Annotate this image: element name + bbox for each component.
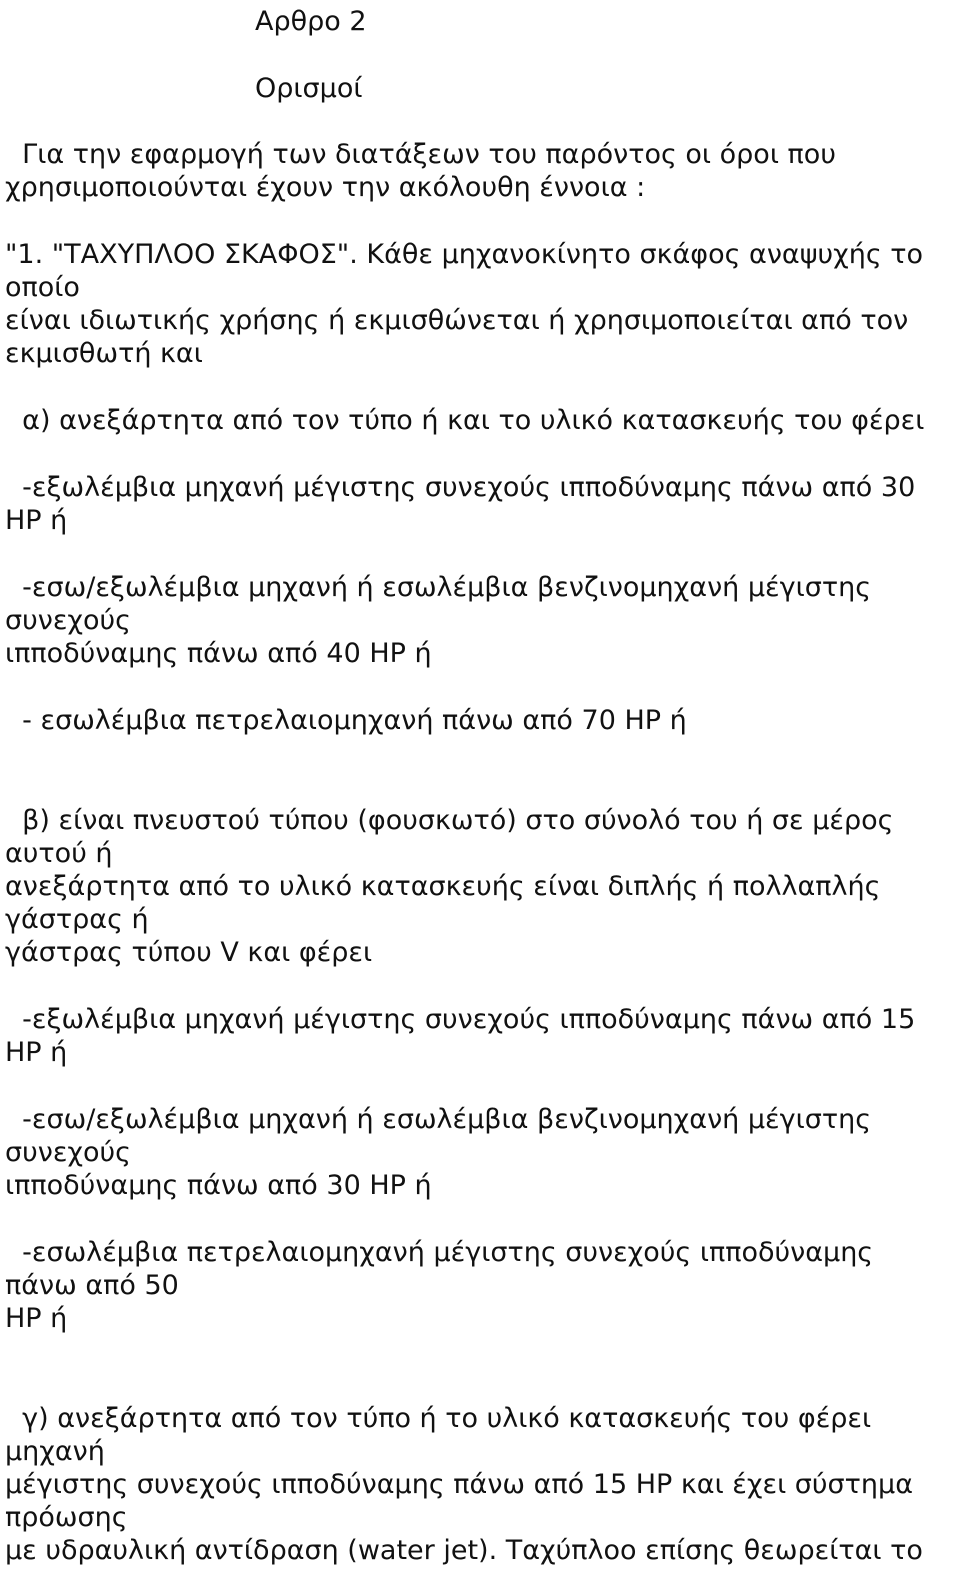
text-line: HP ή [5, 505, 68, 536]
text-line: ιπποδύναμης πάνω από 30 HP ή [5, 1170, 432, 1201]
text-line: εκμισθωτή και [5, 338, 203, 369]
text-line: είναι ιδιωτικής χρήσης ή εκμισθώνεται ή χρησιμοποιείται από τον [5, 305, 909, 336]
text-line: HP ή [5, 1037, 68, 1068]
text-line: πρόωσης [5, 1502, 128, 1533]
text-line: -εξωλέμβια μηχανή μέγιστης συνεχούς ιπποδύναμης πάνω από 30 [5, 472, 916, 503]
text-line: με υδραυλική αντίδραση (water jet). Ταχύπλοο επίσης θεωρείται το [5, 1535, 923, 1566]
text-line: -εσω/εξωλέμβια μηχανή ή εσωλέμβια βενζινομηχανή μέγιστης [5, 1104, 872, 1135]
article-heading: Αρθρο 2 [255, 6, 367, 37]
text-line: γ) ανεξάρτητα από τον τύπο ή το υλικό κατασκευής του φέρει [5, 1403, 872, 1434]
text-line: β) είναι πνευστού τύπου (φουσκωτό) στο σύνολό του ή σε μέρος [5, 805, 894, 836]
text-line: α) ανεξάρτητα από τον τύπο ή και το υλικό κατασκευής του φέρει [5, 405, 925, 436]
text-line: οποίο [5, 272, 80, 303]
text-line: συνεχούς [5, 605, 131, 636]
text-line: -εσωλέμβια πετρελαιομηχανή μέγιστης συνεχούς ιπποδύναμης [5, 1237, 874, 1268]
text-line: ανεξάρτητα από το υλικό κατασκευής είναι διπλής ή πολλαπλής [5, 871, 881, 902]
text-line: χρησιμοποιούνται έχουν την ακόλουθη έννοια : [5, 172, 646, 203]
text-line: Για την εφαρμογή των διατάξεων του παρόντος οι όροι που [5, 139, 836, 170]
text-line: πάνω από 50 [5, 1270, 179, 1301]
text-line: -εσω/εξωλέμβια μηχανή ή εσωλέμβια βενζινομηχανή μέγιστης [5, 572, 872, 603]
text-line: "1. "ΤΑΧΥΠΛΟΟ ΣΚΑΦΟΣ". Κάθε μηχανοκίνητο σκάφος αναψυχής το [5, 239, 924, 270]
text-line: μηχανή [5, 1436, 105, 1467]
text-line: γάστρας τύπου V και φέρει [5, 937, 373, 968]
text-line: - εσωλέμβια πετρελαιομηχανή πάνω από 70 HP ή [5, 705, 687, 736]
article-subheading: Ορισμοί [255, 73, 363, 104]
text-line: ιπποδύναμης πάνω από 40 HP ή [5, 638, 432, 669]
text-line: συνεχούς [5, 1137, 131, 1168]
text-line: μέγιστης συνεχούς ιπποδύναμης πάνω από 15 HP και έχει σύστημα [5, 1469, 913, 1500]
text-line: αυτού ή [5, 838, 113, 869]
text-line: HP ή [5, 1303, 68, 1334]
text-line: γάστρας ή [5, 904, 149, 935]
text-line: -εξωλέμβια μηχανή μέγιστης συνεχούς ιπποδύναμης πάνω από 15 [5, 1004, 916, 1035]
